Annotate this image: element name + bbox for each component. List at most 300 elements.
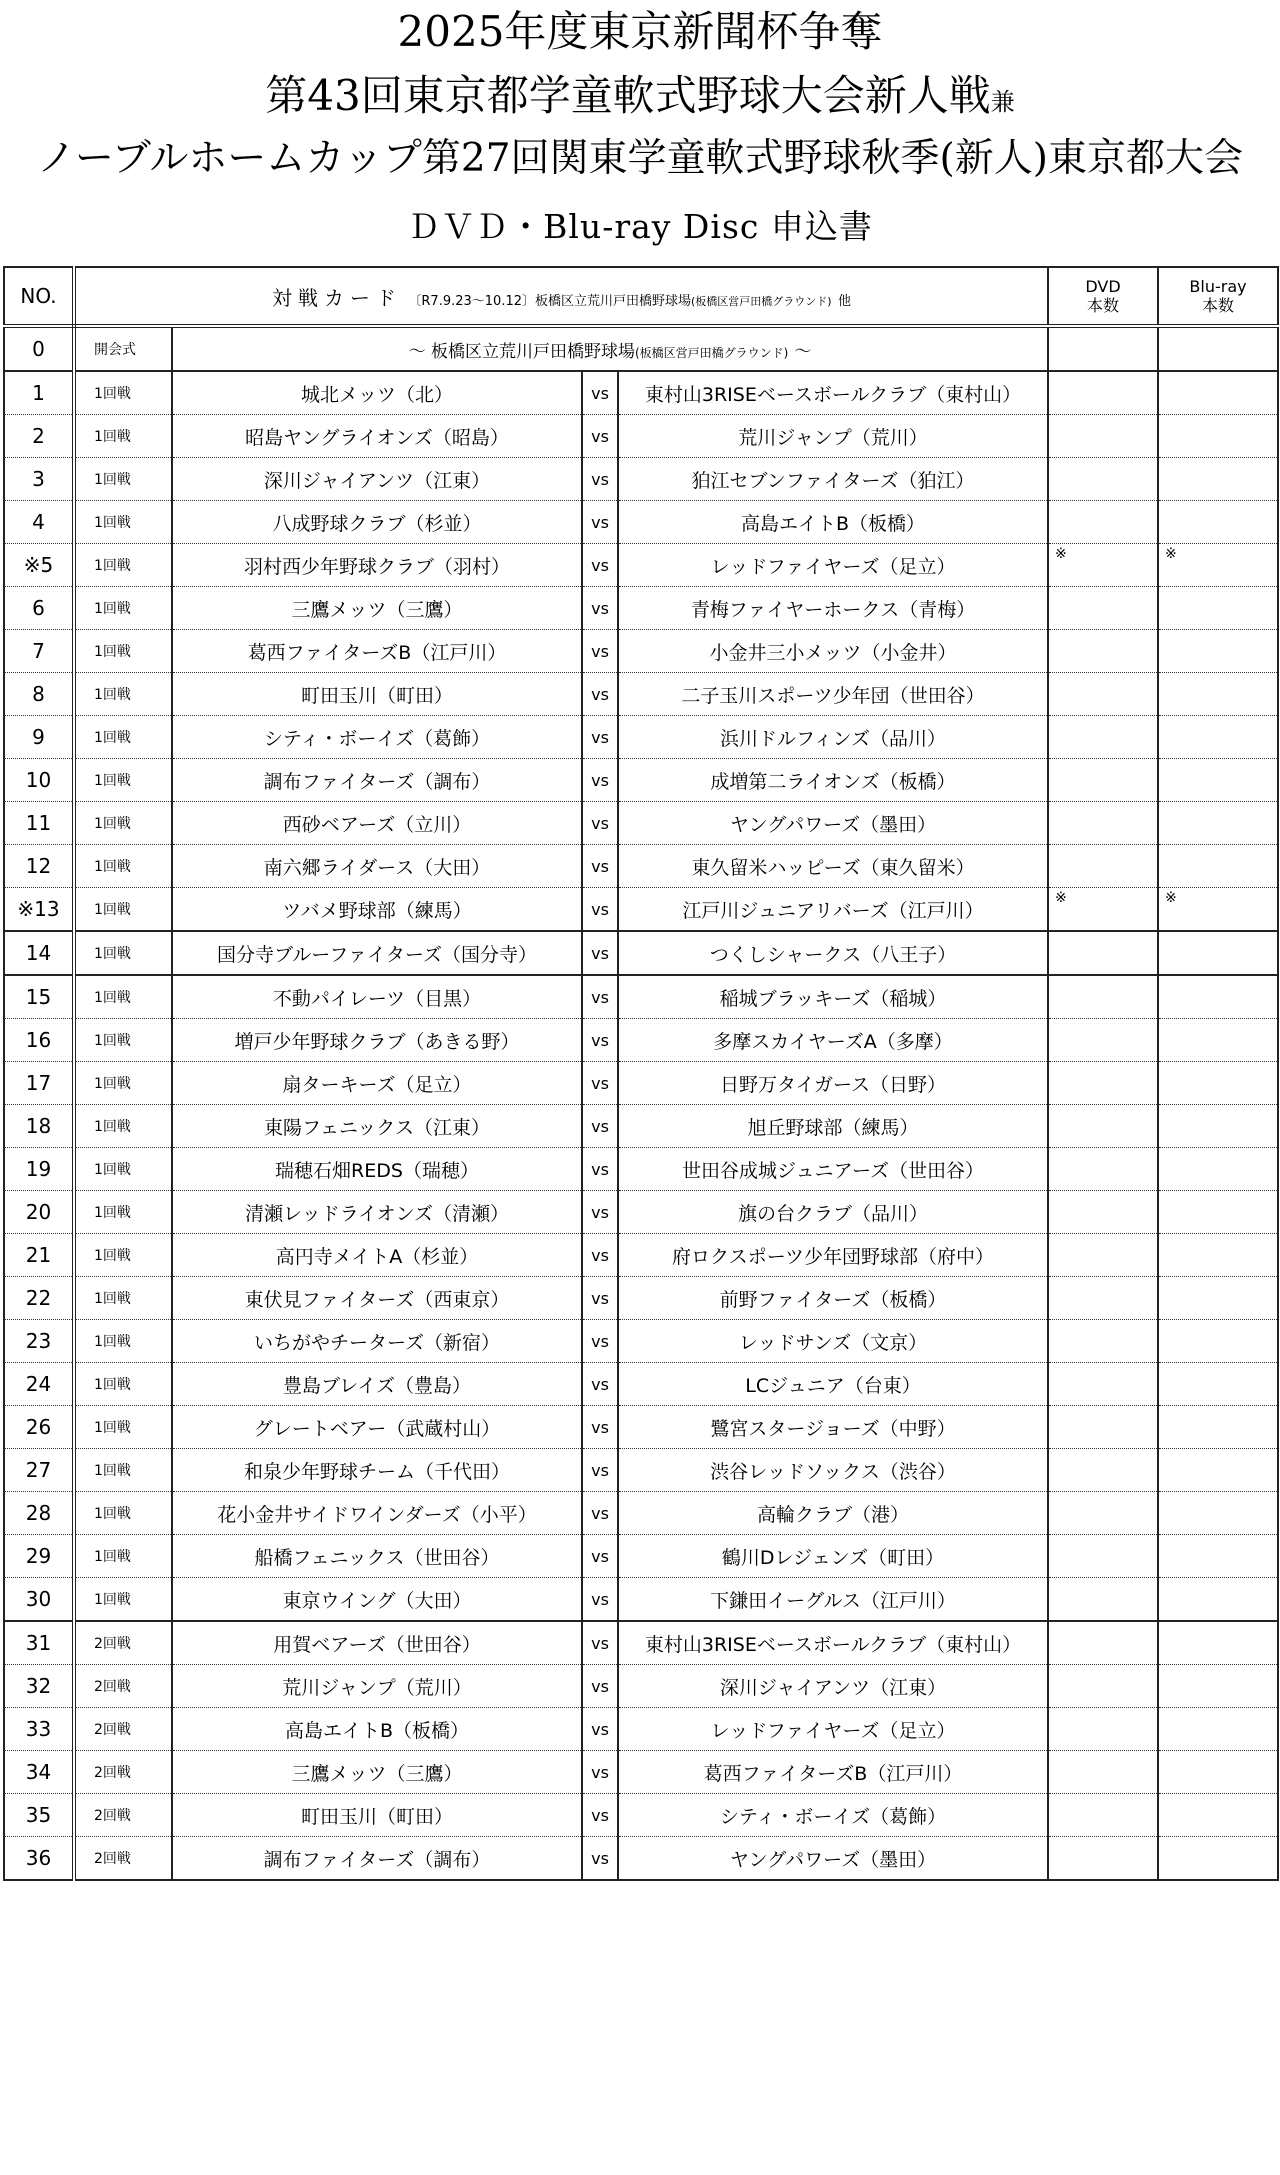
- away-team: レッドファイヤーズ（足立）: [618, 544, 1048, 587]
- vs-label: vs: [582, 1837, 618, 1881]
- away-team: 江戸川ジュニアリバーズ（江戸川）: [618, 888, 1048, 932]
- bluray-quantity-input[interactable]: [1158, 1578, 1278, 1622]
- vs-label: vs: [582, 501, 618, 544]
- home-team: 三鷹メッツ（三鷹）: [172, 587, 582, 630]
- bluray-quantity-input[interactable]: [1158, 1191, 1278, 1234]
- match-no: 9: [4, 716, 74, 759]
- dvd-quantity-input[interactable]: ※: [1048, 544, 1158, 587]
- home-team: 豊島ブレイズ（豊島）: [172, 1363, 582, 1406]
- vs-label: vs: [582, 1794, 618, 1837]
- table-row: [4, 975, 1278, 1019]
- table-row: [4, 1535, 1278, 1578]
- opening-text-sub: (板橋区営戸田橋グラウンド): [635, 345, 789, 360]
- match-no: ※5: [4, 544, 74, 587]
- table-row: [4, 544, 1278, 587]
- bluray-quantity-input[interactable]: [1158, 1406, 1278, 1449]
- table-row: [4, 1492, 1278, 1535]
- match-no: 33: [4, 1708, 74, 1751]
- vs-label: vs: [582, 1449, 618, 1492]
- table-row: [4, 1277, 1278, 1320]
- match-no: 20: [4, 1191, 74, 1234]
- dvd-quantity-input[interactable]: [1048, 1794, 1158, 1837]
- header-card-venue: 板橋区立荒川戸田橋野球場: [535, 293, 692, 309]
- table-row: [4, 1363, 1278, 1406]
- table-row: [4, 802, 1278, 845]
- header-row: [4, 267, 1278, 326]
- table-row: [4, 1320, 1278, 1363]
- home-team: 瑞穂石畑REDS（瑞穂）: [172, 1148, 582, 1191]
- bluray-quantity-input[interactable]: [1158, 415, 1278, 458]
- match-round: 1回戦: [74, 1234, 172, 1277]
- vs-label: vs: [582, 1234, 618, 1277]
- bluray-quantity-input[interactable]: [1158, 1320, 1278, 1363]
- home-team: 南六郷ライダース（大田）: [172, 845, 582, 888]
- match-round: 2回戦: [74, 1665, 172, 1708]
- match-round: 2回戦: [74, 1837, 172, 1881]
- header-card: [74, 267, 1048, 326]
- vs-label: vs: [582, 458, 618, 501]
- match-no: 30: [4, 1578, 74, 1622]
- match-round: 1回戦: [74, 1105, 172, 1148]
- home-team: 不動パイレーツ（目黒）: [172, 975, 582, 1019]
- vs-label: vs: [582, 931, 618, 975]
- vs-label: vs: [582, 371, 618, 415]
- vs-label: vs: [582, 1621, 618, 1665]
- bluray-quantity-input[interactable]: [1158, 1363, 1278, 1406]
- bluray-quantity-input[interactable]: [1158, 1449, 1278, 1492]
- home-team: 高島エイトB（板橋）: [172, 1708, 582, 1751]
- away-team: LCジュニア（台東）: [618, 1363, 1048, 1406]
- opening-text-cell: [172, 326, 1048, 371]
- vs-label: vs: [582, 1019, 618, 1062]
- away-team: 高島エイトB（板橋）: [618, 501, 1048, 544]
- match-no: 19: [4, 1148, 74, 1191]
- vs-label: vs: [582, 1191, 618, 1234]
- match-round: 1回戦: [74, 1449, 172, 1492]
- match-no: 2: [4, 415, 74, 458]
- bluray-quantity-input[interactable]: ※: [1158, 544, 1278, 587]
- dvd-quantity-input[interactable]: [1048, 458, 1158, 501]
- title-line-1: 2025年度東京新聞杯争奪: [397, 7, 883, 56]
- bluray-quantity-input[interactable]: [1158, 802, 1278, 845]
- home-team: 羽村西少年野球クラブ（羽村）: [172, 544, 582, 587]
- bluray-quantity-input[interactable]: [1158, 501, 1278, 544]
- dvd-quantity-input[interactable]: [1048, 931, 1158, 975]
- match-no: 11: [4, 802, 74, 845]
- opening-text-end: 〜: [794, 341, 812, 362]
- home-team: 高円寺メイトA（杉並）: [172, 1234, 582, 1277]
- match-round: 2回戦: [74, 1751, 172, 1794]
- home-team: 花小金井サイドワインダーズ（小平）: [172, 1492, 582, 1535]
- away-team: 葛西ファイターズB（江戸川）: [618, 1751, 1048, 1794]
- match-no: 21: [4, 1234, 74, 1277]
- bluray-quantity-input[interactable]: [1158, 1492, 1278, 1535]
- match-no: 23: [4, 1320, 74, 1363]
- vs-label: vs: [582, 1535, 618, 1578]
- home-team: いちがやチーターズ（新宿）: [172, 1320, 582, 1363]
- bluray-quantity-input[interactable]: [1158, 1751, 1278, 1794]
- bluray-quantity-input[interactable]: [1158, 673, 1278, 716]
- dvd-quantity-input[interactable]: [1048, 1234, 1158, 1277]
- away-team: ヤングパワーズ（墨田）: [618, 1837, 1048, 1881]
- dvd-quantity-input[interactable]: [1048, 1665, 1158, 1708]
- dvd-quantity-input[interactable]: [1048, 975, 1158, 1019]
- vs-label: vs: [582, 716, 618, 759]
- away-team: 浜川ドルフィンズ（品川）: [618, 716, 1048, 759]
- bluray-quantity-input[interactable]: [1158, 931, 1278, 975]
- match-round: 1回戦: [74, 1578, 172, 1622]
- match-no: 16: [4, 1019, 74, 1062]
- away-team: 小金井三小メッツ（小金井）: [618, 630, 1048, 673]
- vs-label: vs: [582, 1708, 618, 1751]
- dvd-quantity-input[interactable]: [1048, 759, 1158, 802]
- table-row: [4, 1578, 1278, 1622]
- match-no: 10: [4, 759, 74, 802]
- match-no: ※13: [4, 888, 74, 932]
- match-no: 36: [4, 1837, 74, 1881]
- match-round: 1回戦: [74, 888, 172, 932]
- match-round: 1回戦: [74, 759, 172, 802]
- header-dvd-line2: 本数: [1087, 296, 1120, 315]
- home-team: ツバメ野球部（練馬）: [172, 888, 582, 932]
- match-no: 26: [4, 1406, 74, 1449]
- table-row: [4, 1105, 1278, 1148]
- home-team: 東京ウイング（大田）: [172, 1578, 582, 1622]
- match-no: 22: [4, 1277, 74, 1320]
- vs-label: vs: [582, 759, 618, 802]
- away-team: 青梅ファイヤーホークス（青梅）: [618, 587, 1048, 630]
- match-round: 1回戦: [74, 1535, 172, 1578]
- opening-dvd-input[interactable]: [1048, 326, 1158, 371]
- home-team: 西砂ベアーズ（立川）: [172, 802, 582, 845]
- bluray-quantity-input[interactable]: [1158, 716, 1278, 759]
- match-round: 2回戦: [74, 1794, 172, 1837]
- away-team: つくしシャークス（八王子）: [618, 931, 1048, 975]
- match-round: 1回戦: [74, 1320, 172, 1363]
- bluray-quantity-input[interactable]: [1158, 1621, 1278, 1665]
- table-row: [4, 1449, 1278, 1492]
- vs-label: vs: [582, 673, 618, 716]
- dvd-quantity-input[interactable]: [1048, 1019, 1158, 1062]
- match-round: 1回戦: [74, 931, 172, 975]
- match-round: 1回戦: [74, 1062, 172, 1105]
- dvd-quantity-input[interactable]: [1048, 716, 1158, 759]
- vs-label: vs: [582, 1105, 618, 1148]
- table-row: [4, 1837, 1278, 1881]
- home-team: 深川ジャイアンツ（江東）: [172, 458, 582, 501]
- away-team: 府ロクスポーツ少年団野球部（府中）: [618, 1234, 1048, 1277]
- table-row: [4, 587, 1278, 630]
- home-team: 昭島ヤングライオンズ（昭島）: [172, 415, 582, 458]
- bluray-quantity-input[interactable]: [1158, 1148, 1278, 1191]
- bluray-quantity-input[interactable]: [1158, 845, 1278, 888]
- match-no: 15: [4, 975, 74, 1019]
- opening-text: 〜 板橋区立荒川戸田橋野球場: [408, 341, 635, 362]
- bluray-quantity-input[interactable]: [1158, 371, 1278, 415]
- dvd-quantity-input[interactable]: [1048, 587, 1158, 630]
- match-round: 1回戦: [74, 1277, 172, 1320]
- match-round: 1回戦: [74, 802, 172, 845]
- dvd-quantity-input[interactable]: [1048, 501, 1158, 544]
- bluray-quantity-input[interactable]: [1158, 1105, 1278, 1148]
- table-row: [4, 415, 1278, 458]
- dvd-quantity-input[interactable]: [1048, 1837, 1158, 1881]
- dvd-quantity-input[interactable]: [1048, 1621, 1158, 1665]
- match-no: 29: [4, 1535, 74, 1578]
- dvd-quantity-input[interactable]: [1048, 1062, 1158, 1105]
- home-team: 荒川ジャンプ（荒川）: [172, 1665, 582, 1708]
- home-team: 用賀ベアーズ（世田谷）: [172, 1621, 582, 1665]
- table-row: [4, 1191, 1278, 1234]
- match-no: 12: [4, 845, 74, 888]
- away-team: 成増第二ライオンズ（板橋）: [618, 759, 1048, 802]
- home-team: 八成野球クラブ（杉並）: [172, 501, 582, 544]
- match-round: 1回戦: [74, 415, 172, 458]
- vs-label: vs: [582, 1277, 618, 1320]
- opening-round: 開会式: [74, 326, 172, 371]
- table-row: [4, 1062, 1278, 1105]
- header-blu-line1: Blu-ray: [1189, 277, 1247, 296]
- match-round: 2回戦: [74, 1621, 172, 1665]
- match-no: 14: [4, 931, 74, 975]
- away-team: 旭丘野球部（練馬）: [618, 1105, 1048, 1148]
- bluray-quantity-input[interactable]: [1158, 1665, 1278, 1708]
- away-team: 荒川ジャンプ（荒川）: [618, 415, 1048, 458]
- vs-label: vs: [582, 1062, 618, 1105]
- vs-label: vs: [582, 1406, 618, 1449]
- vs-label: vs: [582, 1363, 618, 1406]
- dvd-quantity-input[interactable]: [1048, 371, 1158, 415]
- away-team: 深川ジャイアンツ（江東）: [618, 1665, 1048, 1708]
- away-team: 高輪クラブ（港）: [618, 1492, 1048, 1535]
- match-no: 18: [4, 1105, 74, 1148]
- dvd-quantity-input[interactable]: [1048, 1406, 1158, 1449]
- title-line-2-suffix: 兼: [990, 88, 1015, 116]
- title-line-3: ノーブルホームカップ第27回関東学童軟式野球秋季(新人)東京都大会: [37, 136, 1243, 181]
- bluray-quantity-input[interactable]: [1158, 1794, 1278, 1837]
- away-team: 世田谷成城ジュニアーズ（世田谷）: [618, 1148, 1048, 1191]
- match-round: 1回戦: [74, 1191, 172, 1234]
- bluray-quantity-input[interactable]: [1158, 1234, 1278, 1277]
- away-team: 日野万タイガース（日野）: [618, 1062, 1048, 1105]
- table-row: [4, 1234, 1278, 1277]
- match-round: 1回戦: [74, 630, 172, 673]
- bluray-quantity-input[interactable]: [1158, 759, 1278, 802]
- header-blu-line2: 本数: [1202, 296, 1235, 315]
- bluray-quantity-input[interactable]: [1158, 458, 1278, 501]
- table-row: [4, 673, 1278, 716]
- home-team: 町田玉川（町田）: [172, 673, 582, 716]
- match-round: 1回戦: [74, 1363, 172, 1406]
- home-team: 東伏見ファイターズ（西東京）: [172, 1277, 582, 1320]
- table-row: [4, 931, 1278, 975]
- vs-label: vs: [582, 587, 618, 630]
- home-team: 扇ターキーズ（足立）: [172, 1062, 582, 1105]
- match-round: 1回戦: [74, 501, 172, 544]
- vs-label: vs: [582, 975, 618, 1019]
- match-round: 2回戦: [74, 1708, 172, 1751]
- dvd-quantity-input[interactable]: [1048, 1578, 1158, 1622]
- home-team: 国分寺ブルーファイターズ（国分寺）: [172, 931, 582, 975]
- away-team: 渋谷レッドソックス（渋谷）: [618, 1449, 1048, 1492]
- vs-label: vs: [582, 888, 618, 932]
- dvd-quantity-input[interactable]: [1048, 1751, 1158, 1794]
- match-no: 34: [4, 1751, 74, 1794]
- match-no: 4: [4, 501, 74, 544]
- vs-label: vs: [582, 630, 618, 673]
- dvd-quantity-input[interactable]: [1048, 1492, 1158, 1535]
- dvd-quantity-input[interactable]: [1048, 1363, 1158, 1406]
- match-no: 8: [4, 673, 74, 716]
- match-round: 1回戦: [74, 716, 172, 759]
- vs-label: vs: [582, 1148, 618, 1191]
- dvd-quantity-input[interactable]: [1048, 1191, 1158, 1234]
- table-row: [4, 371, 1278, 415]
- match-round: 1回戦: [74, 371, 172, 415]
- match-no: 35: [4, 1794, 74, 1837]
- table-row: [4, 458, 1278, 501]
- opening-no: 0: [4, 326, 74, 371]
- opening-blu-input[interactable]: [1158, 326, 1278, 371]
- dvd-quantity-input[interactable]: [1048, 1148, 1158, 1191]
- match-no: 24: [4, 1363, 74, 1406]
- bluray-quantity-input[interactable]: [1158, 587, 1278, 630]
- away-team: 鷺宮スタージョーズ（中野）: [618, 1406, 1048, 1449]
- header-card-label: 対戦カード: [272, 285, 403, 310]
- bluray-quantity-input[interactable]: [1158, 1708, 1278, 1751]
- table-row: [4, 1148, 1278, 1191]
- home-team: 東陽フェニックス（江東）: [172, 1105, 582, 1148]
- away-team: 狛江セブンファイターズ（狛江）: [618, 458, 1048, 501]
- dvd-quantity-input[interactable]: [1048, 630, 1158, 673]
- away-team: レッドファイヤーズ（足立）: [618, 1708, 1048, 1751]
- header-card-other: 他: [837, 293, 851, 309]
- table-row: [4, 845, 1278, 888]
- home-team: 葛西ファイターズB（江戸川）: [172, 630, 582, 673]
- bluray-quantity-input[interactable]: [1158, 1837, 1278, 1881]
- vs-label: vs: [582, 1751, 618, 1794]
- table-row: [4, 1708, 1278, 1751]
- dvd-quantity-input[interactable]: [1048, 415, 1158, 458]
- home-team: 清瀬レッドライオンズ（清瀬）: [172, 1191, 582, 1234]
- dvd-quantity-input[interactable]: [1048, 1105, 1158, 1148]
- bluray-quantity-input[interactable]: [1158, 975, 1278, 1019]
- vs-label: vs: [582, 544, 618, 587]
- bluray-quantity-input[interactable]: [1158, 1535, 1278, 1578]
- vs-label: vs: [582, 1578, 618, 1622]
- away-team: ヤングパワーズ（墨田）: [618, 802, 1048, 845]
- home-team: 町田玉川（町田）: [172, 1794, 582, 1837]
- vs-label: vs: [582, 802, 618, 845]
- bluray-quantity-input[interactable]: [1158, 630, 1278, 673]
- match-round: 1回戦: [74, 1492, 172, 1535]
- header-dvd-line1: DVD: [1085, 277, 1121, 296]
- vs-label: vs: [582, 845, 618, 888]
- vs-label: vs: [582, 415, 618, 458]
- dvd-quantity-input[interactable]: ※: [1048, 888, 1158, 932]
- table-row: [4, 1665, 1278, 1708]
- match-round: 1回戦: [74, 975, 172, 1019]
- away-team: 東村山3RISEベースボールクラブ（東村山）: [618, 371, 1048, 415]
- home-team: 和泉少年野球チーム（千代田）: [172, 1449, 582, 1492]
- match-no: 3: [4, 458, 74, 501]
- header-blu: [1158, 267, 1278, 326]
- away-team: 二子玉川スポーツ少年団（世田谷）: [618, 673, 1048, 716]
- away-team: 多摩スカイヤーズA（多摩）: [618, 1019, 1048, 1062]
- match-round: 1回戦: [74, 1148, 172, 1191]
- home-team: 城北メッツ（北）: [172, 371, 582, 415]
- home-team: 増戸少年野球クラブ（あきる野）: [172, 1019, 582, 1062]
- order-table: [3, 266, 1279, 1881]
- dvd-quantity-input[interactable]: [1048, 1708, 1158, 1751]
- dvd-quantity-input[interactable]: [1048, 845, 1158, 888]
- match-round: 1回戦: [74, 458, 172, 501]
- table-row: [4, 1406, 1278, 1449]
- bluray-quantity-input[interactable]: [1158, 1277, 1278, 1320]
- match-round: 1回戦: [74, 1406, 172, 1449]
- bluray-quantity-input[interactable]: ※: [1158, 888, 1278, 932]
- match-no: 6: [4, 587, 74, 630]
- match-no: 32: [4, 1665, 74, 1708]
- match-no: 7: [4, 630, 74, 673]
- away-team: 東村山3RISEベースボールクラブ（東村山）: [618, 1621, 1048, 1665]
- dvd-quantity-input[interactable]: [1048, 673, 1158, 716]
- match-no: 28: [4, 1492, 74, 1535]
- home-team: シティ・ボーイズ（葛飾）: [172, 716, 582, 759]
- title-line-2: [0, 68, 1280, 130]
- away-team: シティ・ボーイズ（葛飾）: [618, 1794, 1048, 1837]
- home-team: 船橋フェニックス（世田谷）: [172, 1535, 582, 1578]
- bluray-quantity-input[interactable]: [1158, 1062, 1278, 1105]
- match-round: 1回戦: [74, 544, 172, 587]
- title-line-2-text: 第43回東京都学童軟式野球大会新人戦: [265, 71, 991, 120]
- table-row: [4, 1019, 1278, 1062]
- match-round: 1回戦: [74, 587, 172, 630]
- home-team: 調布ファイターズ（調布）: [172, 1837, 582, 1881]
- table-row: [4, 716, 1278, 759]
- form-name: ＤＶＤ・Blu-ray Disc 申込書: [407, 207, 873, 246]
- match-round: 1回戦: [74, 1019, 172, 1062]
- dvd-quantity-input[interactable]: [1048, 1277, 1158, 1320]
- header-dvd: [1048, 267, 1158, 326]
- header-no: NO.: [4, 267, 74, 326]
- vs-label: vs: [582, 1665, 618, 1708]
- opening-row: [4, 326, 1278, 371]
- vs-label: vs: [582, 1320, 618, 1363]
- dvd-quantity-input[interactable]: [1048, 1449, 1158, 1492]
- vs-label: vs: [582, 1492, 618, 1535]
- home-team: 調布ファイターズ（調布）: [172, 759, 582, 802]
- dvd-quantity-input[interactable]: [1048, 802, 1158, 845]
- dvd-quantity-input[interactable]: [1048, 1320, 1158, 1363]
- away-team: 前野ファイターズ（板橋）: [618, 1277, 1048, 1320]
- away-team: 東久留米ハッピーズ（東久留米）: [618, 845, 1048, 888]
- table-row: [4, 630, 1278, 673]
- away-team: 旗の台クラブ（品川）: [618, 1191, 1048, 1234]
- table-row: [4, 888, 1278, 932]
- away-team: 稲城ブラッキーズ（稲城）: [618, 975, 1048, 1019]
- table-row: [4, 759, 1278, 802]
- match-round: 1回戦: [74, 845, 172, 888]
- match-no: 27: [4, 1449, 74, 1492]
- table-row: [4, 1794, 1278, 1837]
- bluray-quantity-input[interactable]: [1158, 1019, 1278, 1062]
- table-row: [4, 1621, 1278, 1665]
- match-round: 1回戦: [74, 673, 172, 716]
- away-team: レッドサンズ（文京）: [618, 1320, 1048, 1363]
- header-card-venue-sub: (板橋区営戸田橋グラウンド): [691, 294, 832, 308]
- dvd-quantity-input[interactable]: [1048, 1535, 1158, 1578]
